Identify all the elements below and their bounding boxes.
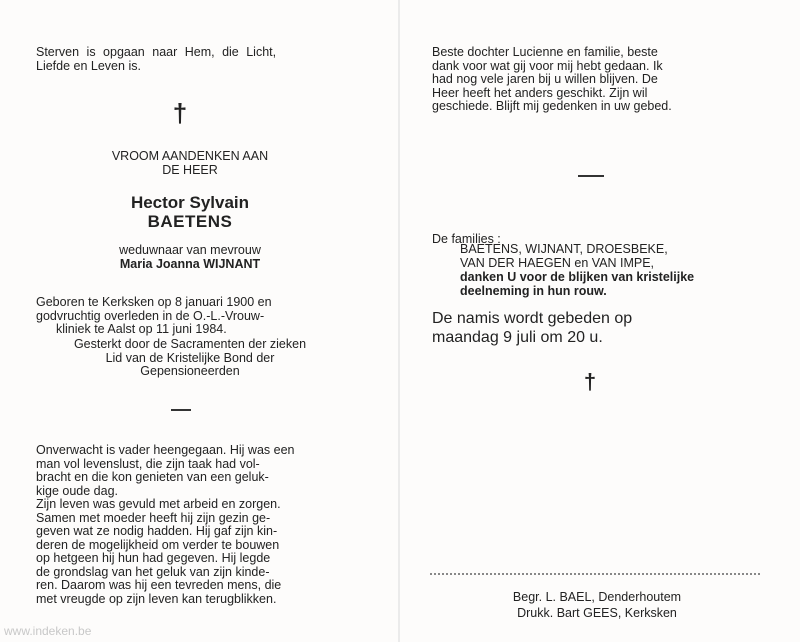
sacraments-line: Lid van de Kristelijke Bond der <box>105 350 275 365</box>
opening-line: Sterven is opgaan naar Hem, die Licht, <box>36 45 277 59</box>
tribute-line: de grondslag van het geluk van zijn kinde- <box>36 564 270 579</box>
spouse-name: Maria Joanna WIJNANT <box>119 257 261 271</box>
mass-announcement <box>432 309 762 347</box>
life-line: kliniek te Aalst op 11 juni 1984. <box>56 322 227 336</box>
farewell-line: Beste dochter Lucienne en familie, beste <box>432 45 658 59</box>
tribute-line: Onverwacht is vader heengegaan. Hij was een <box>36 443 295 457</box>
tribute-line: met vreugde op zijn leven kan terugblikken. <box>36 591 277 606</box>
farewell-line: geschiede. Blijft mij gedenken in uw gebed. <box>432 99 672 113</box>
mass-line: De namis wordt gebeden op <box>432 310 633 327</box>
heading-line: DE HEER <box>162 162 218 177</box>
separator-dash <box>578 175 604 177</box>
tribute-text <box>36 444 354 606</box>
right-page <box>400 0 800 642</box>
tribute-line: man vol levenslust, die zijn taak had vol- <box>36 456 260 471</box>
memorial-heading <box>40 150 340 177</box>
sacraments-line: Gesterkt door de Sacramenten der zieken <box>73 337 307 351</box>
tribute-line: Samen met moeder heeft hij zijn gezin ge- <box>36 510 271 525</box>
heading-line: VROOM AANDENKEN AAN <box>111 149 269 163</box>
families-line: BAETENS, WIJNANT, DROESBEKE, <box>460 242 668 256</box>
deceased-surname: BAETENS <box>147 212 233 231</box>
opening-line: Liefde en Leven is. <box>36 58 141 73</box>
sacraments-block <box>40 338 340 379</box>
families-label: De families : <box>432 232 501 246</box>
tribute-line: geven wat ze nodig hadden. Hij gaf zijn kin- <box>36 524 278 538</box>
printer: Drukk. Bart GEES, Kerksken <box>517 605 677 620</box>
farewell-text <box>432 46 748 114</box>
thanks-line: deelneming in hun rouw. <box>460 283 607 298</box>
farewell-line: Heer heeft het anders geschikt. Zijn wil <box>432 85 648 100</box>
separator-dash <box>171 409 191 411</box>
printer-credits <box>432 591 762 620</box>
cross-icon: † <box>583 369 597 394</box>
sacraments-line: Gepensioneerden <box>140 364 240 378</box>
tribute-line: Zijn leven was gevuld met arbeid en zorgen. <box>36 497 281 511</box>
thanks-text <box>460 271 752 298</box>
tribute-line: ren. Daarom was hij een tevreden mens, die <box>36 578 282 592</box>
thanks-line: danken U voor de blijken van kristelijke <box>460 270 695 284</box>
life-details <box>36 296 354 337</box>
farewell-line: dank voor wat gij voor mij hebt gedaan. Ik <box>432 58 663 73</box>
funeral-director: Begr. L. BAEL, Denderhoutem <box>512 590 682 604</box>
deceased-first-names: Hector Sylvain <box>130 193 250 212</box>
families-names <box>460 243 760 270</box>
tribute-line: deren de mogelijkheid om verder te bouwen <box>36 537 280 552</box>
tribute-line: op hetgeen hij hun had gegeven. Hij legde <box>36 551 271 565</box>
cross-icon: † <box>172 98 188 128</box>
mass-line: maandag 9 juli om 20 u. <box>432 329 603 346</box>
widower-of: weduwnaar van mevrouw <box>119 243 261 257</box>
watermark: www.indeken.be <box>4 624 92 638</box>
footer-rule <box>430 573 760 575</box>
opening-verse <box>36 46 356 73</box>
families-line: VAN DER HAEGEN en VAN IMPE, <box>460 255 655 270</box>
farewell-line: had nog vele jaren bij u willen blijven. De <box>432 72 658 86</box>
tribute-line: bracht en die kon genieten van een geluk- <box>36 470 269 484</box>
life-line: Geboren te Kerksken op 8 januari 1900 en <box>36 295 272 309</box>
tribute-line: kige oude dag. <box>36 483 119 498</box>
life-line: godvruchtig overleden in de O.-L.-Vrouw- <box>36 308 265 323</box>
